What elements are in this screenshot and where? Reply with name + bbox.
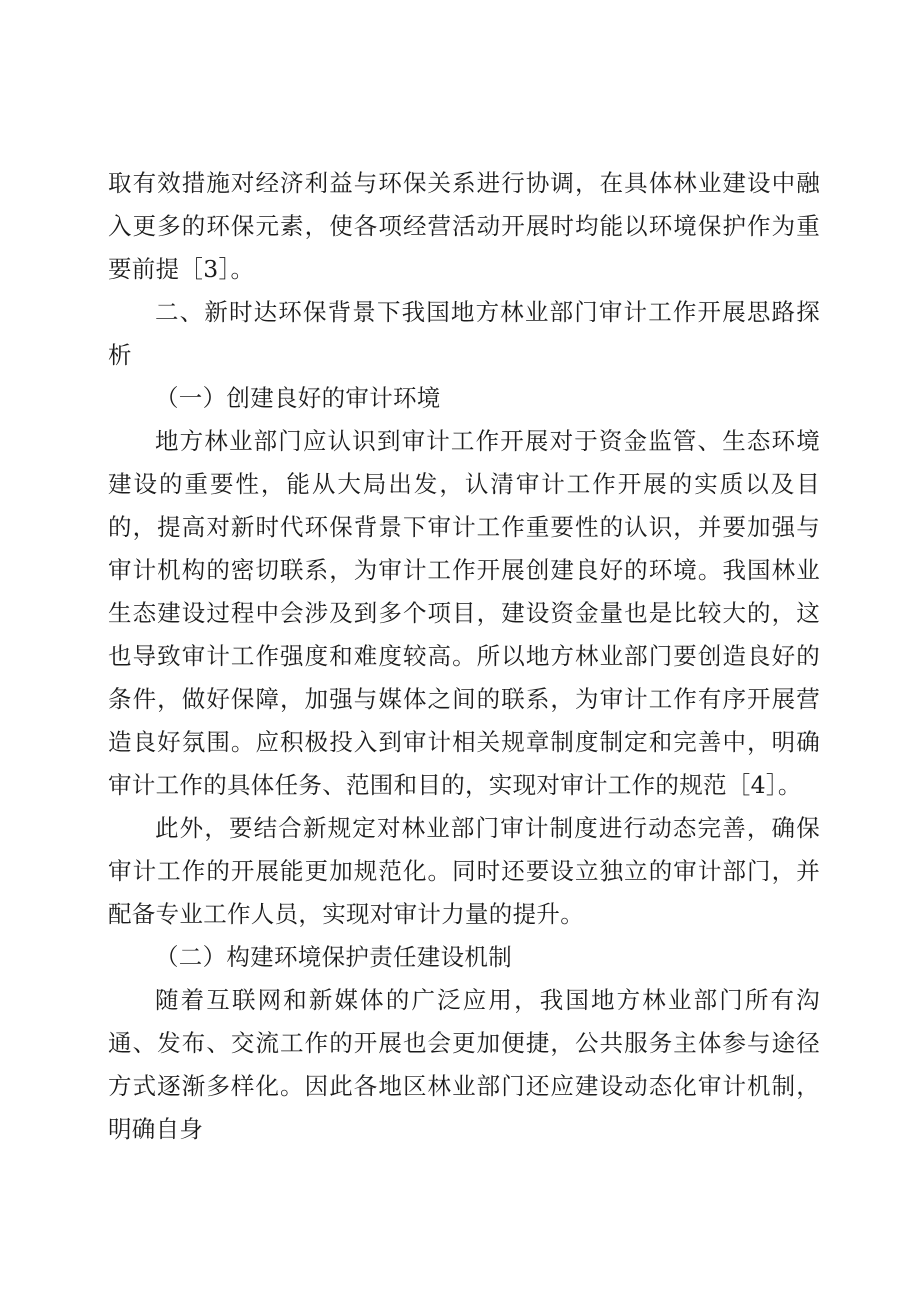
subsection-heading: （二）构建环境保护责任建设机制 — [155, 943, 512, 971]
document-body — [108, 162, 820, 1151]
subsection-heading: （一）创建良好的审计环境 — [155, 384, 441, 412]
paragraph: 此外，要结合新规定对林业部门审计制度进行动态完善，确保审计工作的开展能更加规范化。同时还要设立独立的审计部门，并配备专业工作人员，实现对审计力量的提升。 — [108, 814, 820, 928]
paragraph: 取有效措施对经济利益与环保关系进行协调，在具体林业建设中融入更多的环保元素，使各项经营活动开展时均能以环境保护作为重要前提［3］。 — [108, 169, 820, 283]
section-heading: 二、新时达环保背景下我国地方林业部门审计工作开展思路探析 — [108, 298, 820, 369]
paragraph: 地方林业部门应认识到审计工作开展对于资金监管、生态环境建设的重要性，能从大局出发，认清审计工作开展的实质以及目的，提高对新时代环保背景下审计工作重要性的认识，并要加强与审计机构的密切联系，为审计工作开展创建良好的环境。我国林业生态建设过程中会涉及到多个项目，建设资金量也是比较大的，这也导致审计工作强度和难度较高。所以地方林业部门要创造良好的条件，做好保障，加强与媒体之间的联系，为审计工作有序开展营造良好氛围。应积极投入到审计相关规章制度制定和完善中，明确审计工作的具体任务、范围和目的，实现对审计工作的规范［4］。 — [108, 427, 820, 799]
paragraph: 随着互联网和新媒体的广泛应用，我国地方林业部门所有沟通、发布、交流工作的开展也会更加便捷，公共服务主体参与途径方式逐渐多样化。因此各地区林业部门还应建设动态化审计机制，明确自身 — [108, 986, 820, 1143]
